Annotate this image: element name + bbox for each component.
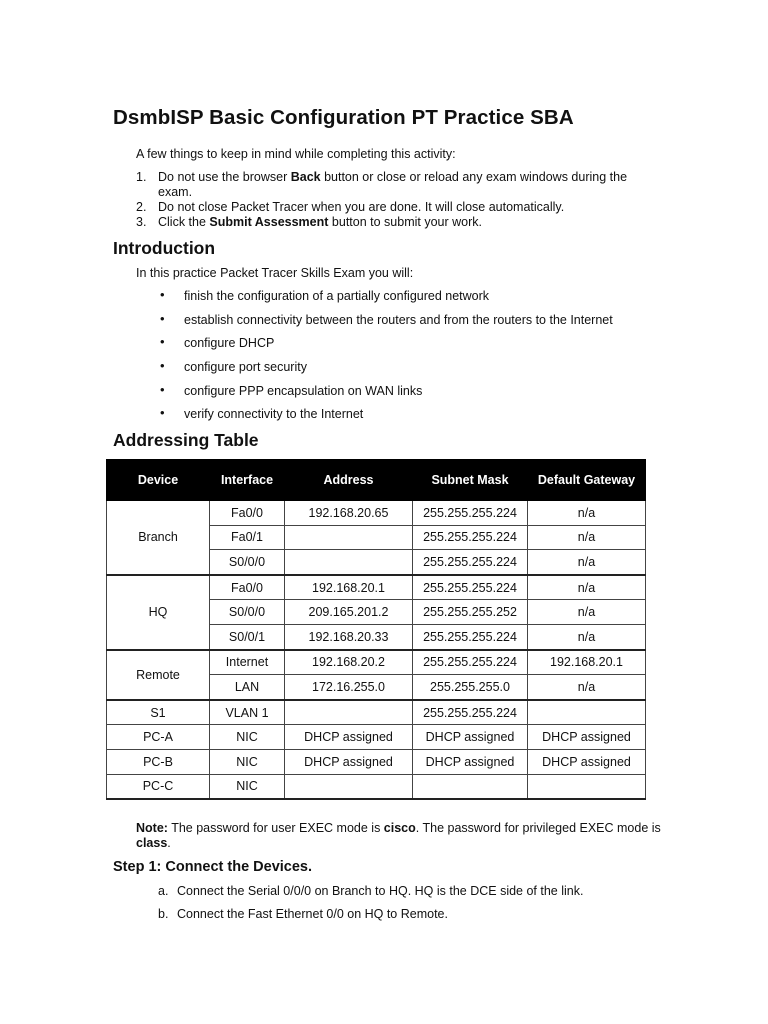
- address-cell: [285, 525, 413, 550]
- gateway-cell: n/a: [528, 575, 646, 600]
- header-address: Address: [285, 460, 413, 501]
- device-cell: S1: [107, 700, 210, 725]
- step-item: [158, 907, 448, 921]
- bullet-text: establish connectivity between the routers and from the routers to the Internet: [184, 312, 613, 327]
- header-default-gateway: Default Gateway: [528, 460, 646, 501]
- address-cell: 192.168.20.65: [285, 501, 413, 526]
- bullet-icon: •: [160, 381, 165, 397]
- interface-cell: NIC: [210, 774, 285, 799]
- bullet-icon: •: [160, 310, 165, 326]
- note-label: Note:: [136, 821, 168, 835]
- address-cell: 172.16.255.0: [285, 675, 413, 700]
- subnet-cell: 255.255.255.0: [413, 675, 528, 700]
- address-cell: DHCP assigned: [285, 749, 413, 774]
- subnet-cell: 255.255.255.224: [413, 700, 528, 725]
- address-cell: [285, 774, 413, 799]
- table-row: [107, 650, 646, 675]
- gateway-cell: n/a: [528, 600, 646, 625]
- table-header-row: [107, 460, 646, 501]
- subnet-cell: DHCP assigned: [413, 749, 528, 774]
- step1-heading: Step 1: Connect the Devices.: [113, 859, 313, 875]
- bullet-item: [160, 288, 613, 312]
- bullet-icon: •: [160, 405, 165, 421]
- instruction-text: Click the: [158, 215, 210, 229]
- instruction-bold: Back: [290, 170, 321, 184]
- interface-cell: VLAN 1: [210, 700, 285, 725]
- bullet-icon: •: [160, 287, 165, 302]
- note-text: . The password for privileged EXEC mode is: [415, 821, 661, 835]
- table-row: [107, 725, 646, 750]
- step-item: [158, 884, 583, 898]
- password-note: [136, 821, 666, 851]
- step-label: a.: [158, 884, 169, 898]
- address-cell: DHCP assigned: [285, 725, 413, 750]
- gateway-cell: [528, 700, 646, 725]
- instruction-text: button to submit your work.: [328, 215, 482, 229]
- bullet-item: [160, 359, 613, 383]
- bullet-icon: •: [160, 358, 165, 374]
- introduction-lead: In this practice Packet Tracer Skills Exam you will:: [136, 266, 414, 280]
- device-cell: PC-B: [107, 749, 210, 774]
- table-row: [107, 575, 646, 600]
- gateway-cell: n/a: [528, 501, 646, 526]
- header-interface: Interface: [210, 460, 285, 501]
- gateway-cell: n/a: [528, 675, 646, 700]
- address-cell: [285, 700, 413, 725]
- instruction-item: [136, 200, 656, 215]
- bullet-text: configure DHCP: [184, 336, 275, 351]
- address-cell: [285, 550, 413, 575]
- instruction-number: 2.: [136, 200, 147, 214]
- subnet-cell: 255.255.255.224: [413, 575, 528, 600]
- interface-cell: Fa0/0: [210, 575, 285, 600]
- interface-cell: NIC: [210, 725, 285, 750]
- device-cell: Remote: [107, 650, 210, 700]
- interface-cell: NIC: [210, 749, 285, 774]
- table-row: [107, 774, 646, 799]
- gateway-cell: n/a: [528, 525, 646, 550]
- subnet-cell: [413, 774, 528, 799]
- addressing-heading: Addressing Table: [113, 430, 259, 450]
- bullet-item: [160, 383, 613, 407]
- interface-cell: S0/0/0: [210, 600, 285, 625]
- subnet-cell: 255.255.255.224: [413, 650, 528, 675]
- bullet-item: [160, 406, 613, 430]
- introduction-bullets: [160, 288, 613, 430]
- subnet-cell: 255.255.255.224: [413, 624, 528, 649]
- device-cell: PC-C: [107, 774, 210, 799]
- table-row: [107, 700, 646, 725]
- address-cell: 209.165.201.2: [285, 600, 413, 625]
- step-label: b.: [158, 907, 169, 921]
- note-bold: cisco: [383, 821, 416, 835]
- introduction-heading: Introduction: [113, 238, 216, 258]
- instruction-text: Do not use the browser: [158, 170, 291, 184]
- bullet-icon: •: [160, 334, 165, 350]
- interface-cell: LAN: [210, 675, 285, 700]
- note-bold: class: [136, 836, 168, 850]
- subnet-cell: 255.255.255.252: [413, 600, 528, 625]
- address-cell: 192.168.20.2: [285, 650, 413, 675]
- header-subnet-mask: Subnet Mask: [413, 460, 528, 501]
- header-device: Device: [107, 460, 210, 501]
- gateway-cell: n/a: [528, 624, 646, 649]
- address-cell: 192.168.20.1: [285, 575, 413, 600]
- address-cell: 192.168.20.33: [285, 624, 413, 649]
- interface-cell: Internet: [210, 650, 285, 675]
- step-text: Connect the Fast Ethernet 0/0 on HQ to Remote.: [177, 907, 448, 921]
- gateway-cell: 192.168.20.1: [528, 650, 646, 675]
- note-text: .: [167, 836, 171, 850]
- interface-cell: Fa0/0: [210, 501, 285, 526]
- table-row: [107, 749, 646, 774]
- table-row: [107, 501, 646, 526]
- bullet-item: [160, 312, 613, 336]
- gateway-cell: [528, 774, 646, 799]
- bullet-text: configure port security: [184, 360, 307, 375]
- gateway-cell: n/a: [528, 550, 646, 575]
- instruction-number: 1.: [136, 170, 147, 184]
- subnet-cell: DHCP assigned: [413, 725, 528, 750]
- bullet-text: verify connectivity to the Internet: [184, 407, 364, 422]
- page-title: DsmbISP Basic Configuration PT Practice SBA: [113, 106, 574, 129]
- interface-cell: S0/0/0: [210, 550, 285, 575]
- subnet-cell: 255.255.255.224: [413, 501, 528, 526]
- bullet-item: [160, 335, 613, 359]
- subnet-cell: 255.255.255.224: [413, 550, 528, 575]
- bullet-text: finish the configuration of a partially configured network: [184, 289, 490, 303]
- instruction-item: [136, 215, 656, 230]
- addressing-table: [106, 459, 646, 800]
- instructions-list: [136, 170, 656, 230]
- interface-cell: Fa0/1: [210, 525, 285, 550]
- instruction-text: Do not close Packet Tracer when you are done. It will close automatically.: [158, 200, 565, 214]
- device-cell: Branch: [107, 501, 210, 575]
- gateway-cell: DHCP assigned: [528, 725, 646, 750]
- instructions-lead: A few things to keep in mind while completing this activity:: [136, 147, 456, 161]
- note-text: The password for user EXEC mode is: [167, 821, 384, 835]
- step-text: Connect the Serial 0/0/0 on Branch to HQ. HQ is the DCE side of the link.: [177, 884, 584, 898]
- instruction-item: [136, 170, 656, 200]
- interface-cell: S0/0/1: [210, 624, 285, 649]
- bullet-text: configure PPP encapsulation on WAN links: [184, 383, 423, 398]
- device-cell: PC-A: [107, 725, 210, 750]
- instruction-bold: Submit Assessment: [209, 215, 329, 229]
- device-cell: HQ: [107, 575, 210, 650]
- instruction-number: 3.: [136, 215, 147, 229]
- gateway-cell: DHCP assigned: [528, 749, 646, 774]
- instruction-text: button or close or reload any exam windows during the exam.: [158, 170, 628, 199]
- subnet-cell: 255.255.255.224: [413, 525, 528, 550]
